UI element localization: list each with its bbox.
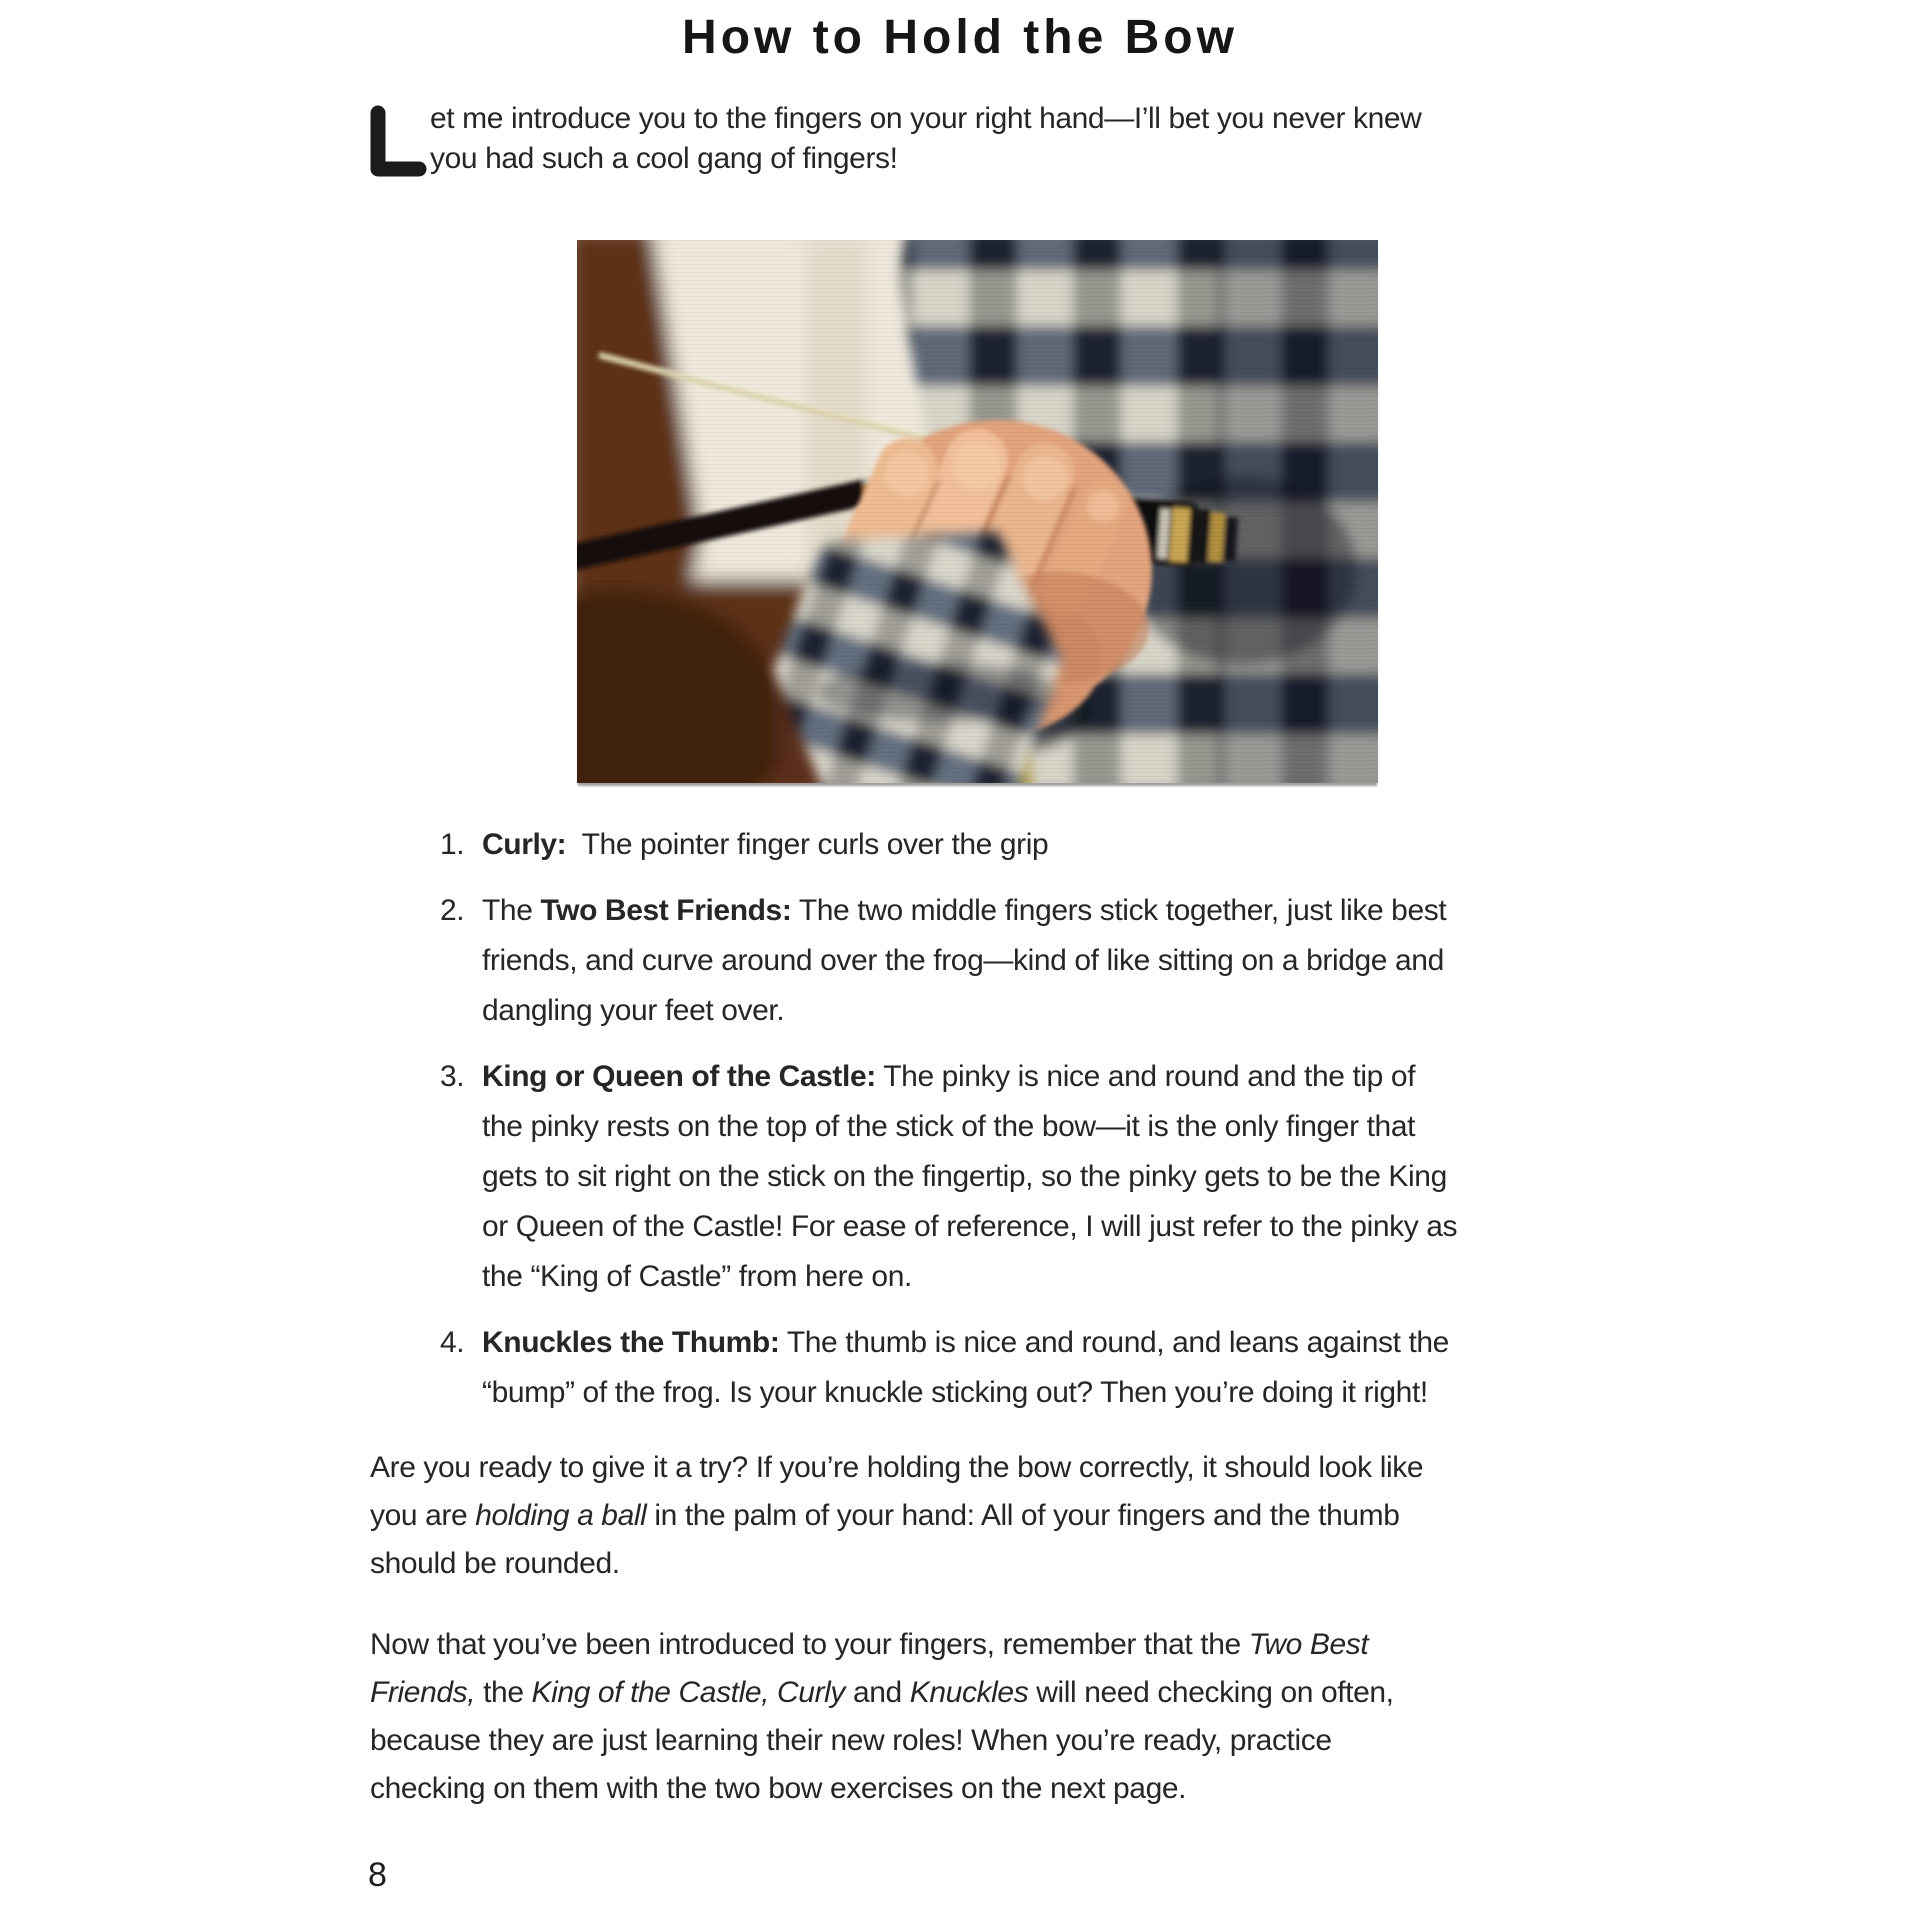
text-segment: in the palm of your hand: All of your fingers and the thumb: [646, 1499, 1400, 1532]
text-line: [430, 139, 1421, 179]
paragraph-remember-fingers: [370, 1621, 1394, 1813]
text-line: [482, 986, 1446, 1036]
list-item: [440, 886, 1457, 1036]
text-segment: Curly: [777, 1676, 846, 1709]
page-title: How to Hold the Bow: [682, 11, 1238, 64]
text-segment: The thumb is nice and round, and leans against the: [779, 1326, 1449, 1359]
list-item: [440, 820, 1457, 870]
text-line: [482, 820, 1048, 870]
page-number: 8: [368, 1856, 387, 1894]
drop-cap-letter-L: [362, 103, 434, 185]
finger-list: [440, 820, 1457, 1434]
text-segment: you had such a cool gang of fingers!: [430, 142, 898, 175]
text-line: [370, 1621, 1394, 1669]
item-text: [482, 1052, 1457, 1302]
drop-cap: [362, 103, 434, 185]
intro-paragraph: [430, 99, 1421, 179]
item-text: [482, 820, 1048, 870]
bow-hold-photo-art: [577, 240, 1378, 783]
text-segment: [769, 1676, 777, 1709]
text-segment: the pinky rests on the top of the stick of the bow—it is the only finger that: [482, 1110, 1416, 1143]
text-segment: you are: [370, 1499, 476, 1532]
text-segment: Curly:: [482, 828, 567, 861]
text-segment: because they are just learning their new roles! When you’re ready, practice: [370, 1724, 1332, 1757]
text-segment: The pinky is nice and round and the tip of: [875, 1060, 1416, 1093]
text-segment: friends, and curve around over the frog—kind of like sitting on a bridge and: [482, 944, 1444, 977]
text-line: [482, 1252, 1457, 1302]
text-line: [482, 1202, 1457, 1252]
text-line: [430, 99, 1421, 139]
text-segment: Knuckles: [909, 1676, 1029, 1709]
item-text: [482, 1318, 1449, 1418]
text-line: [370, 1444, 1423, 1492]
text-line: [370, 1669, 1394, 1717]
text-segment: the: [475, 1676, 532, 1709]
text-line: [482, 936, 1446, 986]
text-segment: holding a ball: [475, 1499, 647, 1532]
text-line: [370, 1717, 1394, 1765]
text-segment: Two Best: [1248, 1628, 1369, 1661]
text-line: [482, 1368, 1449, 1418]
text-segment: or Queen of the Castle! For ease of reference, I will just refer to the pinky as: [482, 1210, 1458, 1243]
text-line: [370, 1540, 1423, 1588]
text-line: [482, 1052, 1457, 1102]
item-number: 2.: [440, 894, 465, 927]
text-line: [370, 1765, 1394, 1813]
text-segment: Now that you’ve been introduced to your fingers, remember that the: [370, 1628, 1249, 1661]
list-item: [440, 1318, 1457, 1418]
text-segment: dangling your feet over.: [482, 994, 785, 1027]
text-segment: Two Best Friends:: [540, 894, 792, 927]
text-segment: gets to sit right on the stick on the fingertip, so the pinky gets to be the King: [482, 1160, 1447, 1193]
text-line: [482, 886, 1446, 936]
bow-hold-photo: [577, 240, 1378, 783]
list-item: [440, 1052, 1457, 1302]
text-segment: Friends,: [370, 1676, 476, 1709]
item-number: 1.: [440, 828, 465, 861]
text-segment: King of the Castle,: [531, 1676, 770, 1709]
item-number: 3.: [440, 1060, 465, 1093]
text-line: [482, 1152, 1457, 1202]
text-segment: King or Queen of the Castle:: [482, 1060, 876, 1093]
text-segment: will need checking on often,: [1028, 1676, 1394, 1709]
text-segment: The two middle fingers stick together, just like best: [791, 894, 1447, 927]
text-line: [482, 1102, 1457, 1152]
text-line: [482, 1318, 1449, 1368]
text-segment: Are you ready to give it a try? If you’re holding the bow correctly, it should look like: [370, 1451, 1424, 1484]
text-segment: the “King of Castle” from here on.: [482, 1260, 912, 1293]
text-segment: et me introduce you to the fingers on your right hand—I’ll bet you never knew: [430, 102, 1422, 135]
text-segment: “bump” of the frog. Is your knuckle sticking out? Then you’re doing it right!: [482, 1376, 1428, 1409]
item-number: 4.: [440, 1326, 465, 1359]
item-text: [482, 886, 1446, 1036]
text-segment: The pointer finger curls over the grip: [566, 828, 1049, 861]
text-segment: Knuckles the Thumb:: [482, 1326, 780, 1359]
text-segment: The: [482, 894, 541, 927]
text-segment: should be rounded.: [370, 1547, 620, 1580]
paragraph-ready-to-try: [370, 1444, 1423, 1588]
text-line: [370, 1492, 1423, 1540]
text-segment: checking on them with the two bow exercises on the next page.: [370, 1772, 1187, 1805]
text-segment: and: [845, 1676, 910, 1709]
